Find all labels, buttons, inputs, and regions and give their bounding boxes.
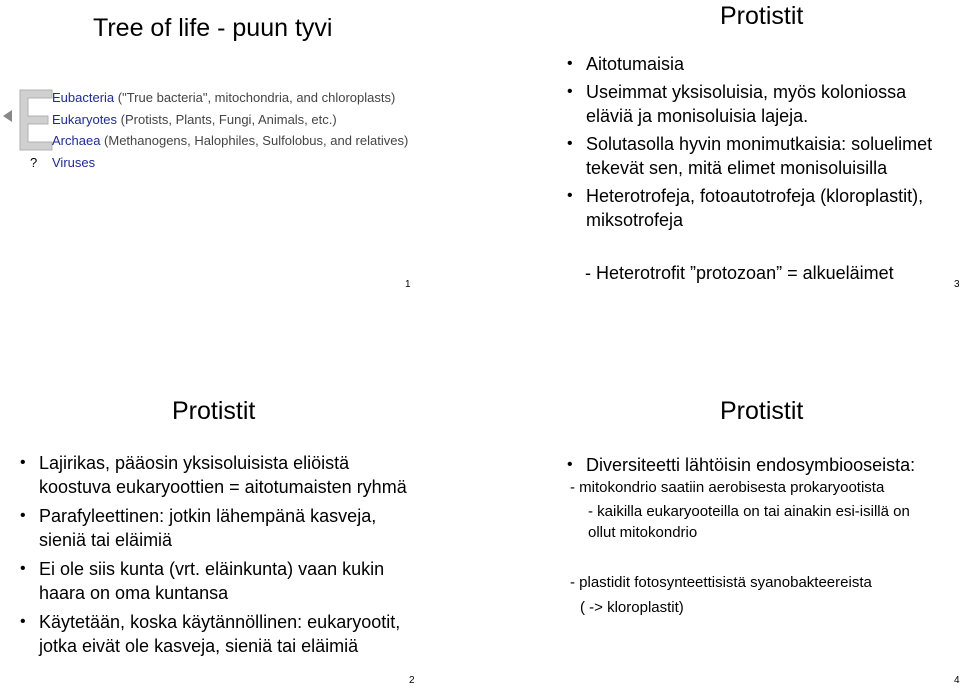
- bullet-item: • Lajirikas, pääosin yksisoluisista eliöistä koostuva eukaryoottien = aitotumaisten ryhmä: [18, 451, 413, 499]
- bullet-item: • Aitotumaisia: [565, 52, 945, 76]
- list-item: ? Viruses: [52, 152, 408, 174]
- page-number: 3: [954, 279, 960, 290]
- page-number: 4: [954, 675, 960, 686]
- bullet-list: [18, 451, 413, 658]
- slide-protistit-2: [0, 350, 480, 697]
- slide-title: Tree of life - puun tyvi: [93, 14, 333, 42]
- sub-item: - Heterotrofit ”protozoan” = alkueläimet: [585, 263, 894, 283]
- sub-item: - plastidit fotosynteettisistä syanobakteereista: [570, 574, 872, 591]
- page-number: 1: [405, 279, 411, 290]
- page-number: 2: [409, 675, 415, 686]
- bullet-item: • Diversiteetti lähtöisin endosymbiooseista:: [565, 453, 955, 477]
- bullet-item: • Useimmat yksisoluisia, myös koloniossa eläviä ja monisoluisia lajeja.: [565, 80, 945, 128]
- slide-title: Protistit: [720, 397, 804, 425]
- question-mark: ?: [30, 154, 38, 170]
- bullet-list: [565, 52, 945, 238]
- sub-item: ollut mitokondrio: [588, 524, 698, 541]
- sub-item: - kaikilla eukaryooteilla on tai ainakin esi-isillä on: [588, 503, 910, 520]
- bullet-item: • Heterotrofeja, fotoautotrofeja (kloroplastit), miksotrofeja: [565, 184, 945, 232]
- slide-title: Protistit: [172, 397, 256, 425]
- slide-tree-of-life: [0, 0, 480, 300]
- arrow-left-icon: [3, 110, 12, 122]
- sub-item: ( -> kloroplastit): [580, 599, 684, 616]
- slide-title: Protistit: [720, 2, 804, 30]
- slide-protistit-3: [480, 0, 960, 300]
- list-item: Eukaryotes (Protists, Plants, Fungi, Animals, etc.): [52, 111, 337, 127]
- bullet-item: • Ei ole siis kunta (vrt. eläinkunta) vaan kukin haara on oma kuntansa: [18, 557, 413, 605]
- bullet-item: • Solutasolla hyvin monimutkaisia: soluelimet tekevät sen, mitä elimet monisoluisilla: [565, 132, 945, 180]
- letter-e-graphic: [12, 86, 54, 154]
- slide-protistit-4: [480, 350, 960, 697]
- list-item: Eubacteria ("True bacteria", mitochondria, and chloroplasts): [52, 90, 396, 105]
- tree-of-life-list: [30, 87, 409, 173]
- bullet-item: • Käytetään, koska käytännöllinen: eukaryootit, jotka eivät ole kasveja, sieniä tai eläimiä: [18, 610, 413, 658]
- bullet-item: • Parafyleettinen: jotkin lähempänä kasveja, sieniä tai eläimiä: [18, 504, 413, 552]
- list-item: Archaea (Methanogens, Halophiles, Sulfolobus, and relatives): [52, 133, 409, 148]
- sub-item: - mitokondrio saatiin aerobisesta prokaryootista: [570, 479, 885, 496]
